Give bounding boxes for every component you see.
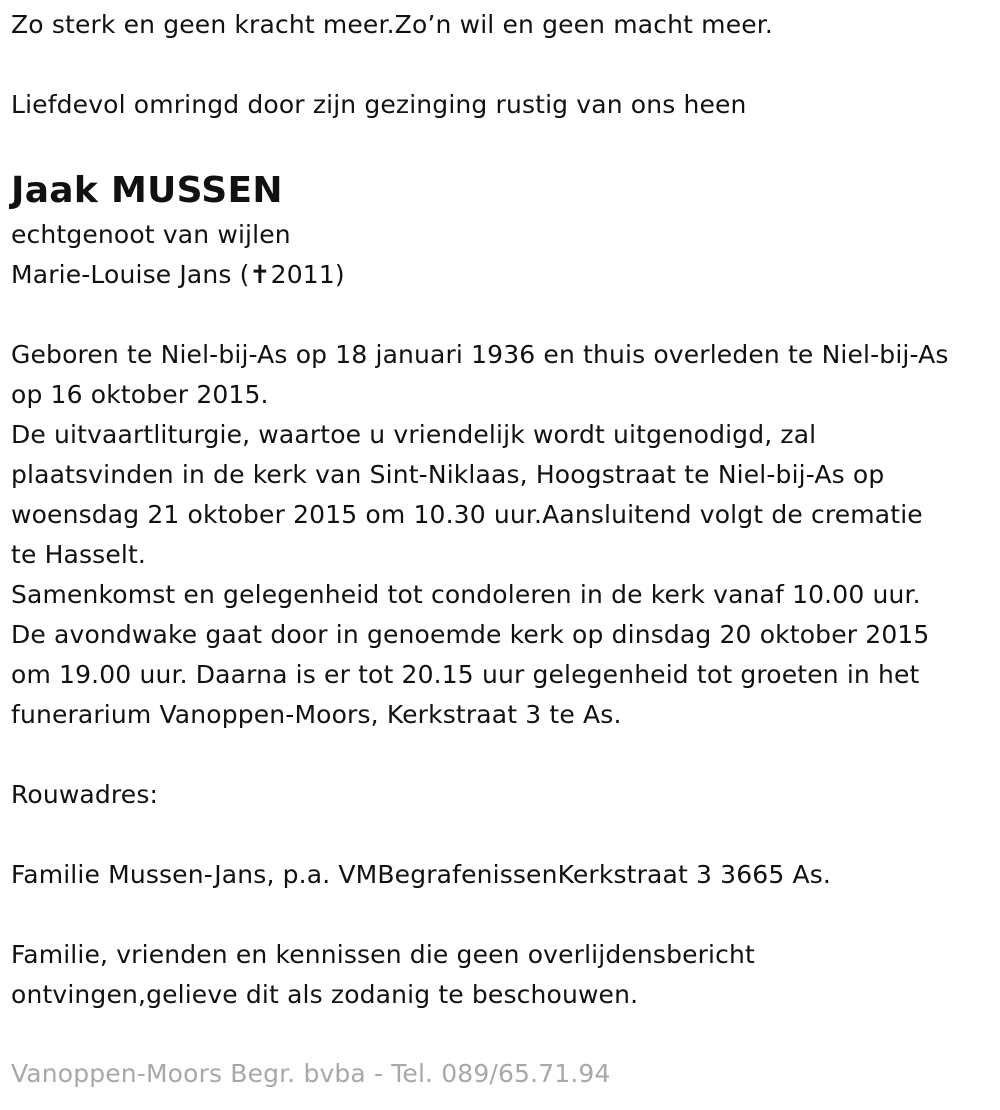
spouse-line-2: Marie-Louise Jans (✝2011) [11,260,345,289]
spacer [11,45,1000,85]
notice-body [11,335,1000,735]
body-line: op 16 oktober 2015. [11,380,269,409]
intro-quote: Zo sterk en geen kracht meer.Zo’n wil en geen macht meer. [11,10,773,39]
body-line: De avondwake gaat door in genoemde kerk op dinsdag 20 oktober 2015 [11,620,930,649]
body-line: plaatsvinden in de kerk van Sint-Niklaas, Hoogstraat te Niel-bij-As op [11,460,885,489]
body-line: funerarium Vanoppen-Moors, Kerkstraat 3 te As. [11,700,622,729]
spacer [11,815,1000,855]
body-line: te Hasselt. [11,540,147,569]
body-line: Geboren te Niel-bij-As op 18 januari 1936 en thuis overleden te Niel-bij-As [11,340,949,369]
spacer [11,735,1000,775]
spacer [11,125,1000,165]
spacer [11,295,1000,335]
spacer [11,895,1000,935]
closing-line-2: ontvingen,gelieve dit als zodanig te beschouwen. [11,980,639,1009]
address-label: Rouwadres: [11,780,159,809]
body-line: woensdag 21 oktober 2015 om 10.30 uur.Aansluitend volgt de crematie [11,500,923,529]
spouse-line-1: echtgenoot van wijlen [11,220,291,249]
body-line: Samenkomst en gelegenheid tot condoleren in de kerk vanaf 10.00 uur. [11,580,921,609]
funeral-home-footer: Vanoppen-Moors Begr. bvba - Tel. 089/65.71.94 [11,1059,611,1088]
body-line: om 19.00 uur. Daarna is er tot 20.15 uur gelegenheid tot groeten in het [11,660,920,689]
intro-sentence: Liefdevol omringd door zijn gezinging rustig van ons heen [11,90,747,119]
mourning-address: Familie Mussen-Jans, p.a. VMBegrafenissenKerkstraat 3 3665 As. [11,860,832,889]
closing-line-1: Familie, vrienden en kennissen die geen overlijdensbericht [11,940,755,969]
deceased-name: Jaak MUSSEN [11,170,283,211]
body-line: De uitvaartliturgie, waartoe u vriendelijk wordt uitgenodigd, zal [11,420,817,449]
